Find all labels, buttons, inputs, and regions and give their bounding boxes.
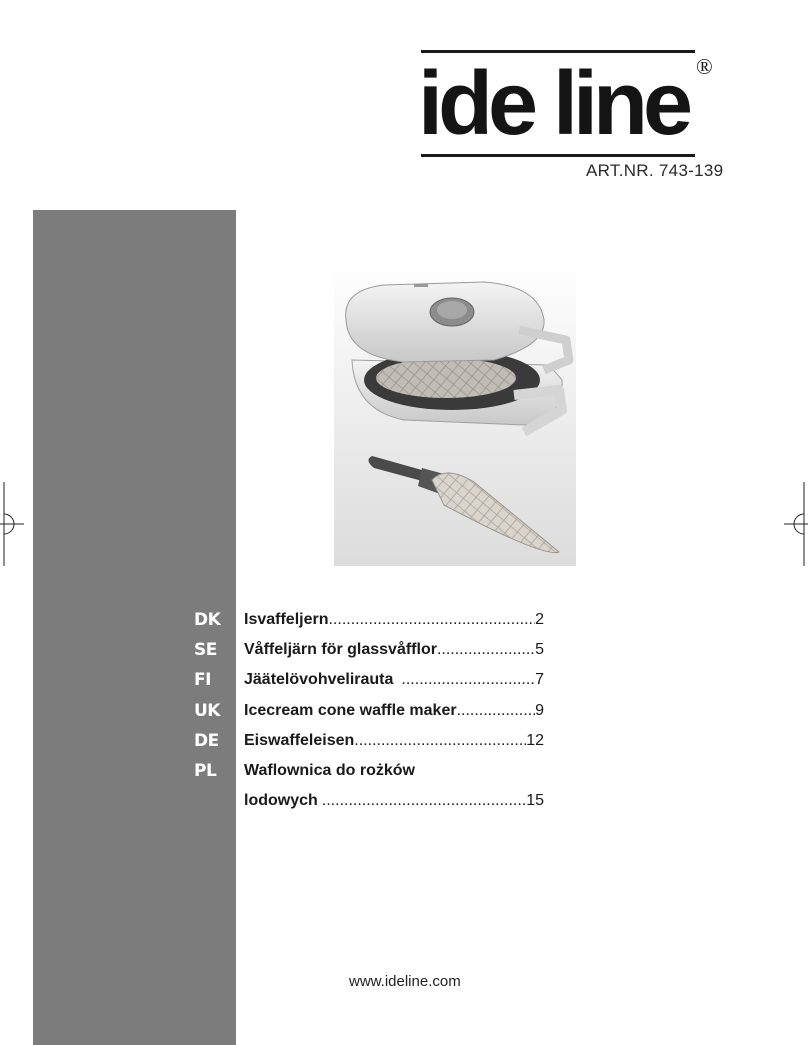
toc-title: Isvaffeljern [244, 611, 329, 628]
toc-page: 2 [535, 611, 544, 628]
language-code-list [194, 605, 220, 786]
toc-leader [401, 665, 535, 695]
lang-code-dk: DK [194, 610, 221, 630]
brand-bottom-rule [421, 154, 695, 157]
table-of-contents [244, 605, 544, 816]
toc-title: Våffeljärn för glassvåfflor [244, 641, 437, 659]
toc-entry-pl-line2 [244, 786, 544, 816]
toc-entry-fi [244, 665, 544, 695]
toc-title: lodowych [244, 792, 318, 810]
toc-entry-pl-line1 [244, 756, 544, 786]
brand-top-rule [421, 50, 695, 53]
toc-leader [322, 786, 526, 816]
lang-code-fi: FI [194, 670, 211, 691]
toc-title: Jäätelövohvelirauta [244, 671, 394, 689]
toc-entry-se [244, 635, 544, 665]
toc-page: 9 [535, 701, 544, 719]
waffle-maker-with-cone-photo [334, 260, 576, 566]
toc-page: 15 [526, 792, 544, 810]
toc-title: Waflownica do rożków [244, 761, 415, 779]
lang-code-uk: UK [194, 700, 220, 721]
lang-code-pl: PL [194, 760, 217, 781]
registration-mark-left [0, 482, 24, 566]
registered-trademark-symbol: ® [696, 54, 713, 79]
toc-page: 5 [535, 641, 544, 659]
website-link[interactable]: www.ideline.com [349, 973, 461, 990]
toc-title: Eiswaffeleisen [244, 731, 355, 749]
toc-entry-de [244, 726, 544, 756]
registration-mark-right [784, 482, 808, 566]
toc-title: Icecream cone waffle maker [244, 701, 457, 719]
toc-page: 7 [535, 671, 544, 689]
toc-entry-uk [244, 696, 544, 726]
toc-leader [457, 696, 536, 726]
article-number: ART.NR. 743-139 [586, 161, 724, 180]
lang-code-de: DE [194, 730, 219, 751]
toc-entry-dk [244, 605, 544, 635]
brand-logo: ide line [418, 54, 689, 154]
toc-leader [437, 635, 535, 665]
toc-leader [328, 605, 535, 635]
toc-leader [354, 726, 526, 756]
lang-code-se: SE [194, 640, 217, 661]
toc-page: 12 [526, 731, 544, 749]
